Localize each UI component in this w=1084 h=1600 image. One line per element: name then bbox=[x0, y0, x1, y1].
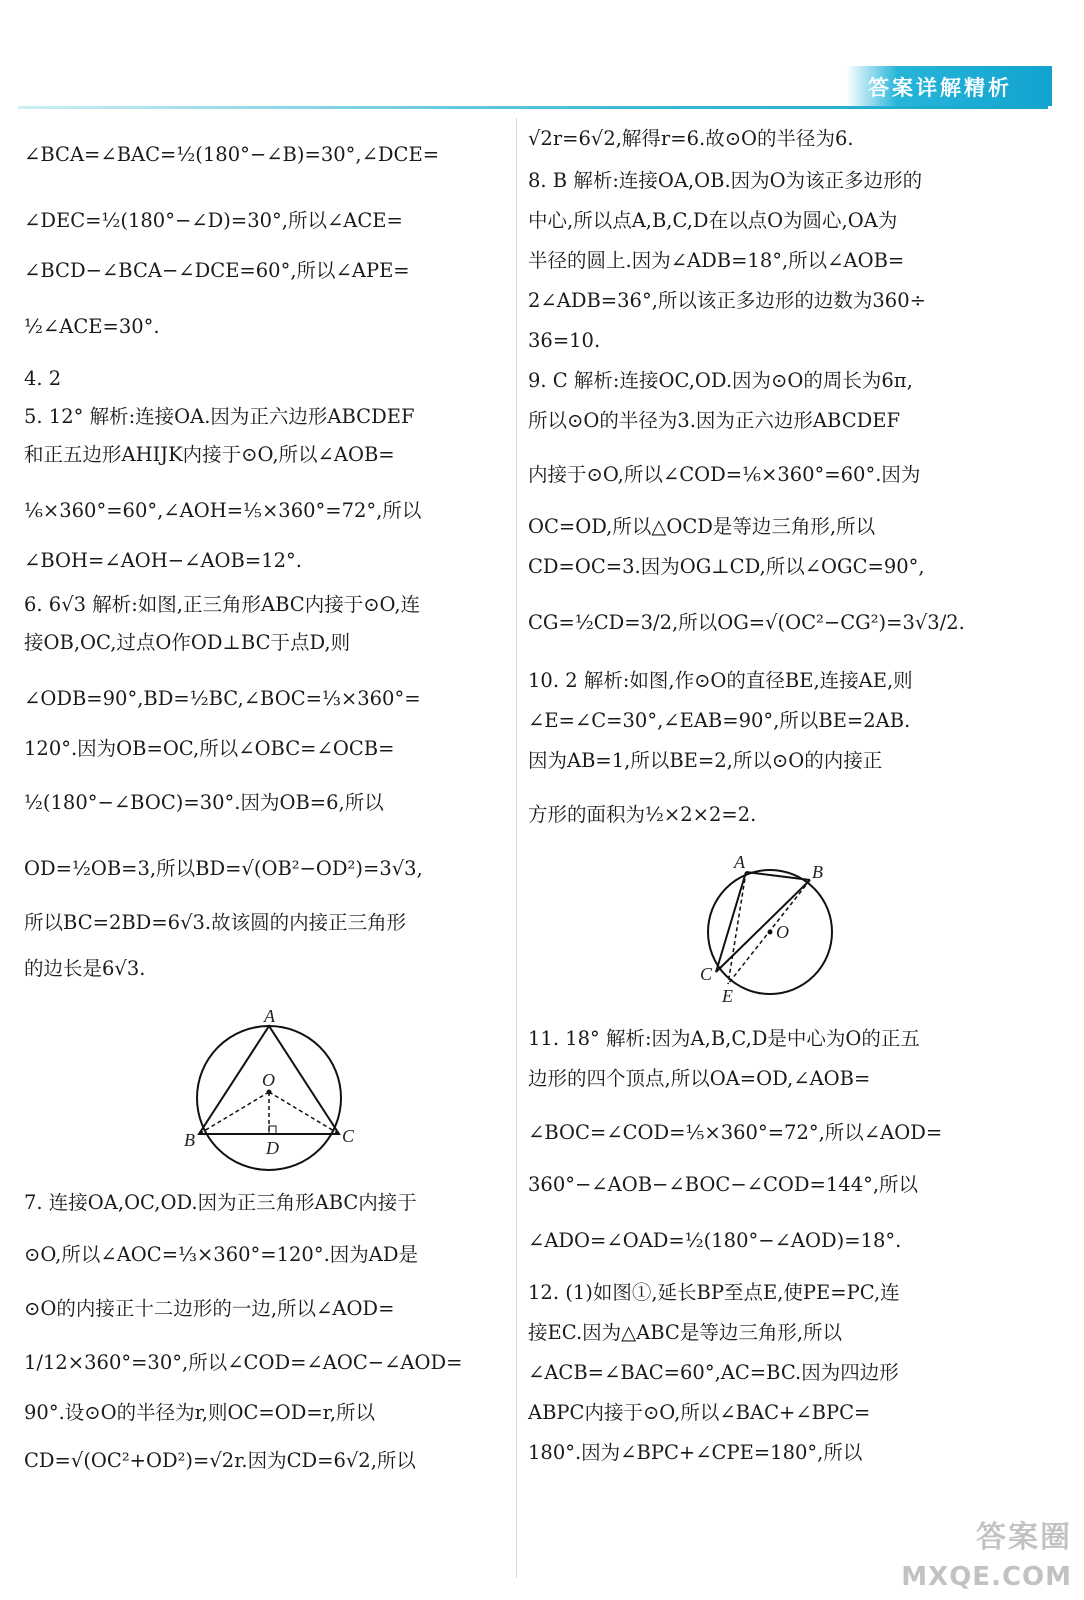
label-e: E bbox=[722, 986, 733, 1006]
center-dot bbox=[267, 1090, 272, 1095]
segment-oc bbox=[269, 1092, 339, 1134]
text-line: 360°−∠AOB−∠BOC−∠COD=144°,所以 bbox=[528, 1173, 919, 1196]
text-line: ∠BOC=∠COD=⅕×360°=72°,所以∠AOD= bbox=[528, 1121, 943, 1144]
text-line: 接EC.因为△ABC是等边三角形,所以 bbox=[528, 1321, 843, 1344]
text-line: CD=√(OC²+OD²)=√2r.因为CD=6√2,所以 bbox=[24, 1449, 416, 1472]
watermark-bottom: MXQE.COM bbox=[901, 1562, 1072, 1592]
label-b: B bbox=[184, 1130, 195, 1150]
label-c: C bbox=[700, 964, 713, 984]
text-line: CD=OC=3.因为OG⊥CD,所以∠OGC=90°, bbox=[528, 555, 925, 578]
text-line: ∠ACB=∠BAC=60°,AC=BC.因为四边形 bbox=[528, 1361, 899, 1384]
text-line: ½∠ACE=30°. bbox=[24, 315, 160, 338]
answer-item: 9. C 解析:连接OC,OD.因为⊙O的周长为6π, bbox=[528, 369, 913, 392]
text-line: 中心,所以点A,B,C,D在以点O为圆心,OA为 bbox=[528, 209, 898, 232]
text-line: ∠ADO=∠OAD=½(180°−∠AOD)=18°. bbox=[528, 1229, 902, 1252]
watermark-top: 答案圈 bbox=[976, 1520, 1072, 1555]
label-a: A bbox=[734, 856, 745, 872]
header-rule bbox=[18, 106, 1048, 109]
figure-svg bbox=[698, 856, 848, 1006]
text-line: 边形的四个顶点,所以OA=OD,∠AOB= bbox=[528, 1067, 871, 1090]
text-line: 所以BC=2BD=6√3.故该圆的内接正三角形 bbox=[24, 911, 407, 934]
text-line: 2∠ADB=36°,所以该正多边形的边数为360÷ bbox=[528, 289, 926, 312]
label-c: C bbox=[342, 1126, 354, 1146]
figure-inscribed-circle bbox=[698, 856, 848, 1006]
text-line: ∠BCA=∠BAC=½(180°−∠B)=30°,∠DCE= bbox=[24, 143, 440, 166]
segment-ab bbox=[746, 872, 810, 880]
figure-svg bbox=[184, 1006, 354, 1176]
text-line: ⅙×360°=60°,∠AOH=⅕×360°=72°,所以 bbox=[24, 499, 422, 522]
header-title: 答案详解精析 bbox=[868, 76, 1012, 100]
text-line: 120°.因为OB=OC,所以∠OBC=∠OCB= bbox=[24, 737, 395, 760]
text-line: ∠DEC=½(180°−∠D)=30°,所以∠ACE= bbox=[24, 209, 403, 232]
text-line: ∠ODB=90°,BD=½BC,∠BOC=⅓×360°= bbox=[24, 687, 421, 710]
center-dot bbox=[768, 930, 773, 935]
text-line: ∠E=∠C=30°,∠EAB=90°,所以BE=2AB. bbox=[528, 709, 911, 732]
text-line: 1/12×360°=30°,所以∠COD=∠AOC−∠AOD= bbox=[24, 1351, 463, 1374]
text-line: 的边长是6√3. bbox=[24, 957, 146, 980]
text-line: ⊙O的内接正十二边形的一边,所以∠AOD= bbox=[24, 1297, 395, 1320]
column-separator bbox=[516, 118, 517, 1578]
text-line: ABPC内接于⊙O,所以∠BAC+∠BPC= bbox=[528, 1401, 871, 1424]
segment-ob bbox=[199, 1092, 269, 1134]
text-line: OC=OD,所以△OCD是等边三角形,所以 bbox=[528, 515, 876, 538]
right-angle-mark bbox=[269, 1126, 276, 1134]
text-line: 半径的圆上.因为∠ADB=18°,所以∠AOB= bbox=[528, 249, 905, 272]
text-line: 所以⊙O的半径为3.因为正六边形ABCDEF bbox=[528, 409, 901, 432]
text-line: ½(180°−∠BOC)=30°.因为OB=6,所以 bbox=[24, 791, 384, 814]
answer-item: 4. 2 bbox=[24, 367, 62, 390]
label-o: O bbox=[776, 922, 789, 942]
header-tab bbox=[846, 66, 1052, 106]
segment-ae bbox=[728, 872, 746, 984]
answer-item: 6. 6√3 解析:如图,正三角形ABC内接于⊙O,连 bbox=[24, 593, 421, 616]
answer-item: 12. (1)如图①,延长BP至点E,使PE=PC,连 bbox=[528, 1281, 900, 1304]
text-line: 方形的面积为½×2×2=2. bbox=[528, 803, 757, 826]
label-o: O bbox=[262, 1070, 275, 1090]
text-line: 90°.设⊙O的半径为r,则OC=OD=r,所以 bbox=[24, 1401, 376, 1424]
watermark bbox=[901, 1512, 1072, 1592]
text-line: 接OB,OC,过点O作OD⊥BC于点D,则 bbox=[24, 631, 351, 654]
text-line: 内接于⊙O,所以∠COD=⅙×360°=60°.因为 bbox=[528, 463, 921, 486]
text-line: √2r=6√2,解得r=6.故⊙O的半径为6. bbox=[528, 127, 854, 150]
text-line: 和正五边形AHIJK内接于⊙O,所以∠AOB= bbox=[24, 443, 395, 466]
text-line: 36=10. bbox=[528, 329, 601, 352]
answer-item: 7. 连接OA,OC,OD.因为正三角形ABC内接于 bbox=[24, 1191, 417, 1214]
text-line: OD=½OB=3,所以BD=√(OB²−OD²)=3√3, bbox=[24, 857, 423, 880]
answer-item: 5. 12° 解析:连接OA.因为正六边形ABCDEF bbox=[24, 405, 415, 428]
text-line: 180°.因为∠BPC+∠CPE=180°,所以 bbox=[528, 1441, 863, 1464]
figure-triangle-in-circle bbox=[184, 1006, 354, 1176]
text-line: 因为AB=1,所以BE=2,所以⊙O的内接正 bbox=[528, 749, 883, 772]
text-line: ∠BCD−∠BCA−∠DCE=60°,所以∠APE= bbox=[24, 259, 410, 282]
label-b: B bbox=[812, 862, 823, 882]
answer-item: 10. 2 解析:如图,作⊙O的直径BE,连接AE,则 bbox=[528, 669, 913, 692]
text-line: ∠BOH=∠AOH−∠AOB=12°. bbox=[24, 549, 302, 572]
text-line: ⊙O,所以∠AOC=⅓×360°=120°.因为AD是 bbox=[24, 1243, 418, 1266]
answer-item: 11. 18° 解析:因为A,B,C,D是中心为O的正五 bbox=[528, 1027, 920, 1050]
label-d: D bbox=[266, 1138, 279, 1158]
answer-item: 8. B 解析:连接OA,OB.因为O为该正多边形的 bbox=[528, 169, 923, 192]
label-a: A bbox=[264, 1006, 275, 1026]
text-line: CG=½CD=3/2,所以OG=√(OC²−CG²)=3√3/2. bbox=[528, 611, 965, 634]
